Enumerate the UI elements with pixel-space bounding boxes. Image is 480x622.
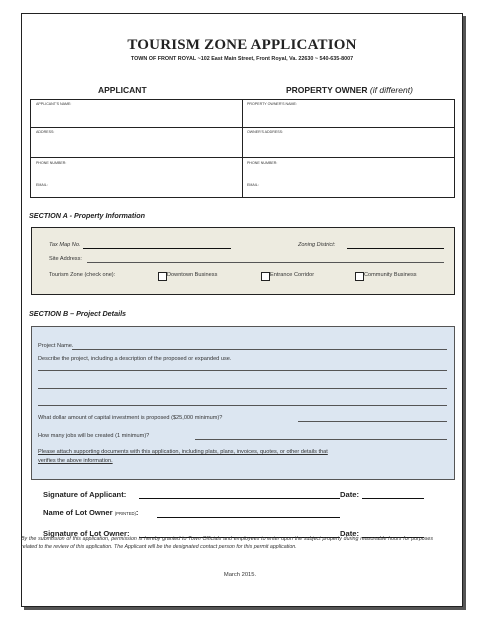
owner-email-field[interactable]: EMAIL: bbox=[247, 183, 259, 187]
date2-label: Date: bbox=[340, 529, 359, 538]
applicant-name-field[interactable]: APPLICANT'S NAME: bbox=[36, 102, 72, 106]
owner-heading-label: PROPERTY OWNER bbox=[286, 85, 368, 95]
owner-phone-field[interactable]: PHONE NUMBER: bbox=[247, 161, 278, 165]
lot-owner-name-label bbox=[43, 508, 138, 517]
footer-date: March 2015. bbox=[223, 572, 257, 578]
attach-note-line1: Please attach supporting documents with this application, including plats, plans, invoices, quotes, or other details that bbox=[38, 449, 328, 455]
owner-name-field[interactable]: PROPERTY OWNER'S NAME: bbox=[247, 102, 297, 106]
applicant-phone-field[interactable]: PHONE NUMBER: bbox=[36, 161, 67, 165]
grid-divider bbox=[242, 100, 243, 197]
lot-owner-name-input[interactable] bbox=[157, 517, 340, 518]
project-name-label: Project Name. bbox=[38, 343, 74, 349]
project-name-input[interactable] bbox=[72, 349, 447, 350]
lot-owner-name-text: Name of Lot Owner bbox=[43, 508, 113, 517]
describe-input-line[interactable] bbox=[38, 370, 447, 371]
zoning-input[interactable] bbox=[347, 248, 444, 249]
jobs-label: How many jobs will be created (1 minimum)? bbox=[38, 433, 150, 439]
form-page bbox=[21, 13, 463, 607]
tourism-zone-label: Tourism Zone (check one): bbox=[49, 272, 116, 278]
form-title: TOURISM ZONE APPLICATION bbox=[127, 37, 357, 53]
community-business-checkbox[interactable] bbox=[355, 272, 364, 281]
investment-label: What dollar amount of capital investment is proposed ($25,000 minimum)? bbox=[38, 415, 223, 421]
lot-owner-colon: : bbox=[135, 508, 139, 517]
tax-map-label: Tax Map No. bbox=[49, 242, 81, 248]
printed-note: (PRINTED) bbox=[114, 511, 136, 516]
applicant-heading: APPLICANT bbox=[98, 85, 147, 95]
section-a-heading: SECTION A - Property Information bbox=[29, 211, 146, 220]
lot-owner-signature-label: Signature of Lot Owner: bbox=[43, 529, 130, 538]
date1-input[interactable] bbox=[362, 498, 424, 499]
investment-input[interactable] bbox=[298, 421, 447, 422]
describe-label: Describe the project, including a description of the proposed or expanded use. bbox=[38, 356, 232, 362]
grid-rule bbox=[31, 157, 454, 158]
applicant-email-field[interactable]: EMAIL: bbox=[36, 183, 48, 187]
disclaimer-text: By the submission of this application, permission is hereby granted to Town Officials and employees to enter upon the subject property during reasonable hours for purposes related to the review of this application. The Applicant will be the designated contact person for this permit application. bbox=[21, 536, 433, 551]
grid-rule bbox=[31, 127, 454, 128]
jobs-input[interactable] bbox=[195, 439, 447, 440]
form-subtitle: TOWN OF FRONT ROYAL ~102 East Main Street, Front Royal, Va. 22630 ~ 540-635-8007 bbox=[130, 56, 354, 62]
zoning-label: Zoning District: bbox=[298, 242, 336, 248]
site-address-label: Site Address: bbox=[49, 256, 82, 262]
applicant-address-field[interactable]: ADDRESS: bbox=[36, 130, 55, 134]
applicant-signature-input[interactable] bbox=[139, 498, 340, 499]
section-b-heading: SECTION B – Project Details bbox=[29, 309, 127, 318]
site-address-input[interactable] bbox=[87, 262, 444, 263]
downtown-business-label: Downtown Business bbox=[167, 272, 218, 278]
contact-grid bbox=[30, 99, 455, 198]
date1-label: Date: bbox=[340, 490, 359, 499]
owner-heading-note: (if different) bbox=[369, 85, 413, 95]
describe-input-line[interactable] bbox=[38, 388, 447, 389]
section-b-box bbox=[31, 326, 455, 480]
owner-heading bbox=[286, 85, 413, 95]
attach-note-line2: verifies the above information. bbox=[38, 458, 113, 464]
entrance-corridor-label: Entrance Corridor bbox=[270, 272, 315, 278]
entrance-corridor-checkbox[interactable] bbox=[261, 272, 270, 281]
applicant-signature-label: Signature of Applicant: bbox=[43, 490, 127, 499]
owner-address-field[interactable]: OWNER'S ADDRESS: bbox=[247, 130, 284, 134]
describe-input-line[interactable] bbox=[38, 405, 447, 406]
tax-map-input[interactable] bbox=[83, 248, 231, 249]
downtown-business-checkbox[interactable] bbox=[158, 272, 167, 281]
section-a-box bbox=[31, 227, 455, 295]
community-business-label: Community Business bbox=[364, 272, 417, 278]
